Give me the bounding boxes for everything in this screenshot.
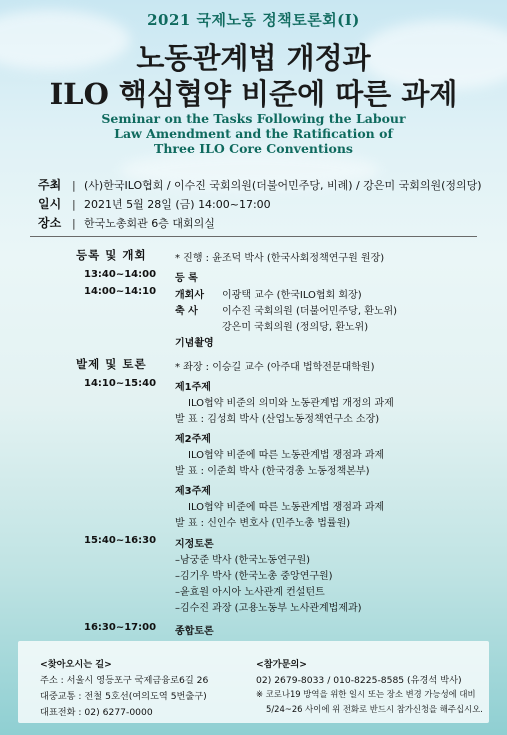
date-label: 일시: [38, 197, 62, 211]
presentation-section-title: 발제 및 토론: [76, 357, 147, 371]
topic-1-title: ILO협약 비준의 의미와 노동관계법 개정의 과제: [188, 398, 394, 409]
separator: |: [72, 179, 76, 192]
transit-text: 대중교통 : 전철 5호선(여의도역 5번출구): [40, 691, 207, 702]
time-slot: 13:40~14:00: [84, 269, 157, 280]
address-text: 주소 : 서울시 영등포구 국제금융로6길 26: [40, 675, 209, 686]
topic-3-presenter: 발 표 : 신인수 변호사 (민주노총 법률원): [175, 518, 351, 529]
presentation-chair: * 좌장 : 이승길 교수 (아주대 법학전문대학원): [175, 362, 375, 373]
english-title-line1: Seminar on the Tasks Following the Labour: [101, 111, 406, 126]
english-title-line2: Law Amendment and the Ratification of: [114, 126, 393, 141]
general-discussion: 종합토론: [175, 626, 214, 637]
separator: |: [72, 217, 76, 230]
topic-3-heading: 제3주제: [175, 486, 211, 497]
opening-speaker: 이광택 교수 (한국ILO협회 회장): [222, 290, 362, 301]
registration-section-title: 등록 및 개회: [76, 248, 147, 262]
directions-heading: <찾아오시는 길>: [40, 659, 112, 670]
host-value: (사)한국ILO협회 / 이수진 국회의원(더불어민주당, 비례) / 강은미 국회의원(정의당): [84, 179, 482, 192]
time-slot: 14:10~15:40: [84, 378, 157, 389]
divider: [30, 236, 477, 237]
english-title-line3: Three ILO Core Conventions: [154, 141, 353, 156]
registration-chair: * 진행 : 윤조덕 박사 (한국사회정책연구원 원장): [175, 253, 385, 264]
date-value: 2021년 5월 28일 (금) 14:00~17:00: [84, 198, 271, 211]
panel-heading: 지정토론: [175, 539, 214, 550]
host-label: 주최: [38, 178, 62, 192]
seminar-series-label: 2021 국제노동 정책토론회(Ⅰ): [147, 11, 360, 29]
place-row: [38, 214, 215, 231]
topic-1-heading: 제1주제: [175, 382, 211, 393]
place-value: 한국노총회관 6층 대회의실: [84, 217, 215, 230]
congrats-speaker-2: 강은미 국회의원 (정의당, 환노위): [222, 322, 369, 333]
date-row: [38, 195, 271, 212]
panelist-4: –김수진 과장 (고용노동부 노사관계법제과): [175, 603, 362, 614]
host-row: [38, 176, 482, 193]
panelist-3: –윤효원 아시아 노사관계 컨설턴트: [175, 587, 325, 598]
inquiry-heading: <참가문의>: [256, 659, 307, 670]
photo-session: 기념촬영: [175, 338, 214, 349]
covid-notice-line2: 5/24~26 사이에 위 전화로 반드시 참가신청을 해주십시오.: [266, 704, 483, 714]
topic-2-heading: 제2주제: [175, 434, 211, 445]
opening-role: 개회사: [175, 290, 204, 301]
topic-2-title: ILO협약 비준에 따른 노동관계법 쟁점과 과제: [188, 450, 385, 461]
place-label: 장소: [38, 216, 62, 230]
main-phone-text: 대표전화 : 02) 6277-0000: [40, 707, 153, 718]
topic-2-presenter: 발 표 : 이준희 박사 (한국경총 노동정책본부): [175, 466, 370, 477]
covid-notice-line1: ※ 코로나19 방역을 위한 일시 또는 장소 변경 가능성에 대비: [256, 689, 476, 699]
time-slot: 16:30~17:00: [84, 622, 157, 633]
congrats-speaker-1: 이수진 국회의원 (더불어민주당, 환노위): [222, 306, 398, 317]
registration-item: 등 록: [175, 273, 198, 284]
page-title-line1: 노동관계법 개정과: [136, 41, 371, 75]
time-slot: 15:40~16:30: [84, 535, 157, 546]
topic-1-presenter: 발 표 : 김성희 박사 (산업노동정책연구소 소장): [175, 414, 380, 425]
time-slot: 14:00~14:10: [84, 286, 157, 297]
page-title-line2: ILO 핵심협약 비준에 따른 과제: [49, 77, 458, 111]
topic-3-title: ILO협약 비준에 따른 노동관계법 쟁점과 과제: [188, 502, 385, 513]
inquiry-phone: 02) 2679-8033 / 010-8225-8585 (유경석 박사): [256, 675, 462, 686]
panelist-2: –김기우 박사 (한국노총 중앙연구원): [175, 571, 333, 582]
congrats-role: 축 사: [175, 306, 198, 317]
panelist-1: –남궁준 박사 (한국노동연구원): [175, 555, 311, 566]
separator: |: [72, 198, 76, 211]
